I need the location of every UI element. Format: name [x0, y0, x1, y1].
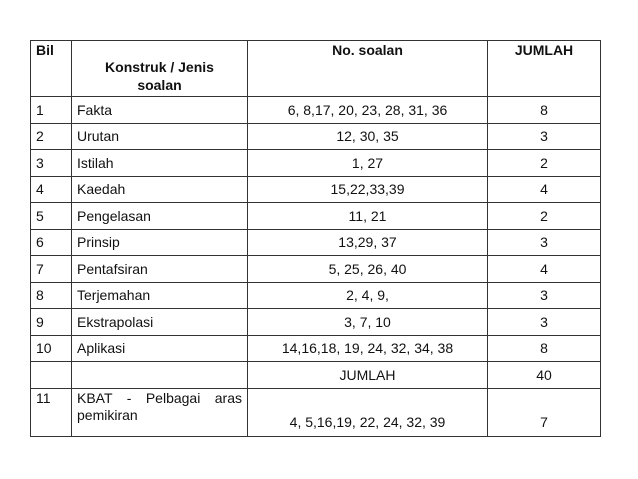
table-row: [31, 229, 601, 256]
table-row: [31, 309, 601, 336]
cell-konstruk: Pentafsiran: [72, 256, 248, 283]
cell-konstruk: Terjemahan: [72, 282, 248, 309]
cell-no-soalan: 12, 30, 35: [248, 123, 488, 150]
cell-bil: 2: [31, 123, 72, 150]
cell-no-soalan: 2, 4, 9,: [248, 282, 488, 309]
table-row: [31, 176, 601, 203]
header-konstruk-line2: soalan: [137, 77, 182, 93]
kbat-row: [31, 388, 601, 436]
cell-no-soalan: 1, 27: [248, 150, 488, 177]
cell-bil: 6: [31, 229, 72, 256]
cell-jumlah: 4: [488, 176, 601, 203]
cell-konstruk: Pengelasan: [72, 203, 248, 230]
cell-konstruk: Kaedah: [72, 176, 248, 203]
header-konstruk: [72, 41, 248, 97]
cell-no-soalan: 14,16,18, 19, 24, 32, 34, 38: [248, 335, 488, 362]
total-label: JUMLAH: [248, 362, 488, 389]
cell-bil: 8: [31, 282, 72, 309]
cell-konstruk: Aplikasi: [72, 335, 248, 362]
total-value: 40: [488, 362, 601, 389]
header-row: [31, 41, 601, 97]
cell-bil-empty: [31, 362, 72, 389]
cell-jumlah: 3: [488, 309, 601, 336]
cell-jumlah: 4: [488, 256, 601, 283]
cell-jumlah: 2: [488, 203, 601, 230]
cell-bil: 1: [31, 97, 72, 124]
question-construct-table: [30, 40, 601, 437]
cell-jumlah: 2: [488, 150, 601, 177]
cell-no-soalan: 6, 8,17, 20, 23, 28, 31, 36: [248, 97, 488, 124]
table-row: [31, 97, 601, 124]
cell-bil: 11: [31, 388, 72, 436]
cell-konstruk: Ekstrapolasi: [72, 309, 248, 336]
cell-konstruk-empty: [72, 362, 248, 389]
cell-jumlah: 3: [488, 229, 601, 256]
cell-bil: 4: [31, 176, 72, 203]
cell-no-soalan: 13,29, 37: [248, 229, 488, 256]
table-row: [31, 282, 601, 309]
cell-bil: 9: [31, 309, 72, 336]
cell-jumlah: 3: [488, 123, 601, 150]
cell-konstruk: Fakta: [72, 97, 248, 124]
table-row: [31, 123, 601, 150]
cell-bil: 7: [31, 256, 72, 283]
total-row: [31, 362, 601, 389]
cell-konstruk: KBAT - Pelbagai aras pemikiran: [72, 388, 248, 436]
cell-konstruk: Prinsip: [72, 229, 248, 256]
cell-bil: 3: [31, 150, 72, 177]
cell-no-soalan: 15,22,33,39: [248, 176, 488, 203]
cell-bil: 5: [31, 203, 72, 230]
cell-no-soalan: 4, 5,16,19, 22, 24, 32, 39: [248, 388, 488, 436]
header-bil: Bil: [31, 41, 72, 97]
cell-jumlah: 7: [488, 388, 601, 436]
header-jumlah: JUMLAH: [488, 41, 601, 97]
cell-no-soalan: 3, 7, 10: [248, 309, 488, 336]
header-konstruk-line1: Konstruk / Jenis: [105, 59, 214, 75]
table-row: [31, 203, 601, 230]
cell-konstruk: Urutan: [72, 123, 248, 150]
header-no-soalan: No. soalan: [248, 41, 488, 97]
cell-jumlah: 3: [488, 282, 601, 309]
cell-jumlah: 8: [488, 97, 601, 124]
table-row: [31, 335, 601, 362]
cell-bil: 10: [31, 335, 72, 362]
table-row: [31, 256, 601, 283]
cell-jumlah: 8: [488, 335, 601, 362]
cell-no-soalan: 11, 21: [248, 203, 488, 230]
cell-konstruk: Istilah: [72, 150, 248, 177]
cell-no-soalan: 5, 25, 26, 40: [248, 256, 488, 283]
table-row: [31, 150, 601, 177]
